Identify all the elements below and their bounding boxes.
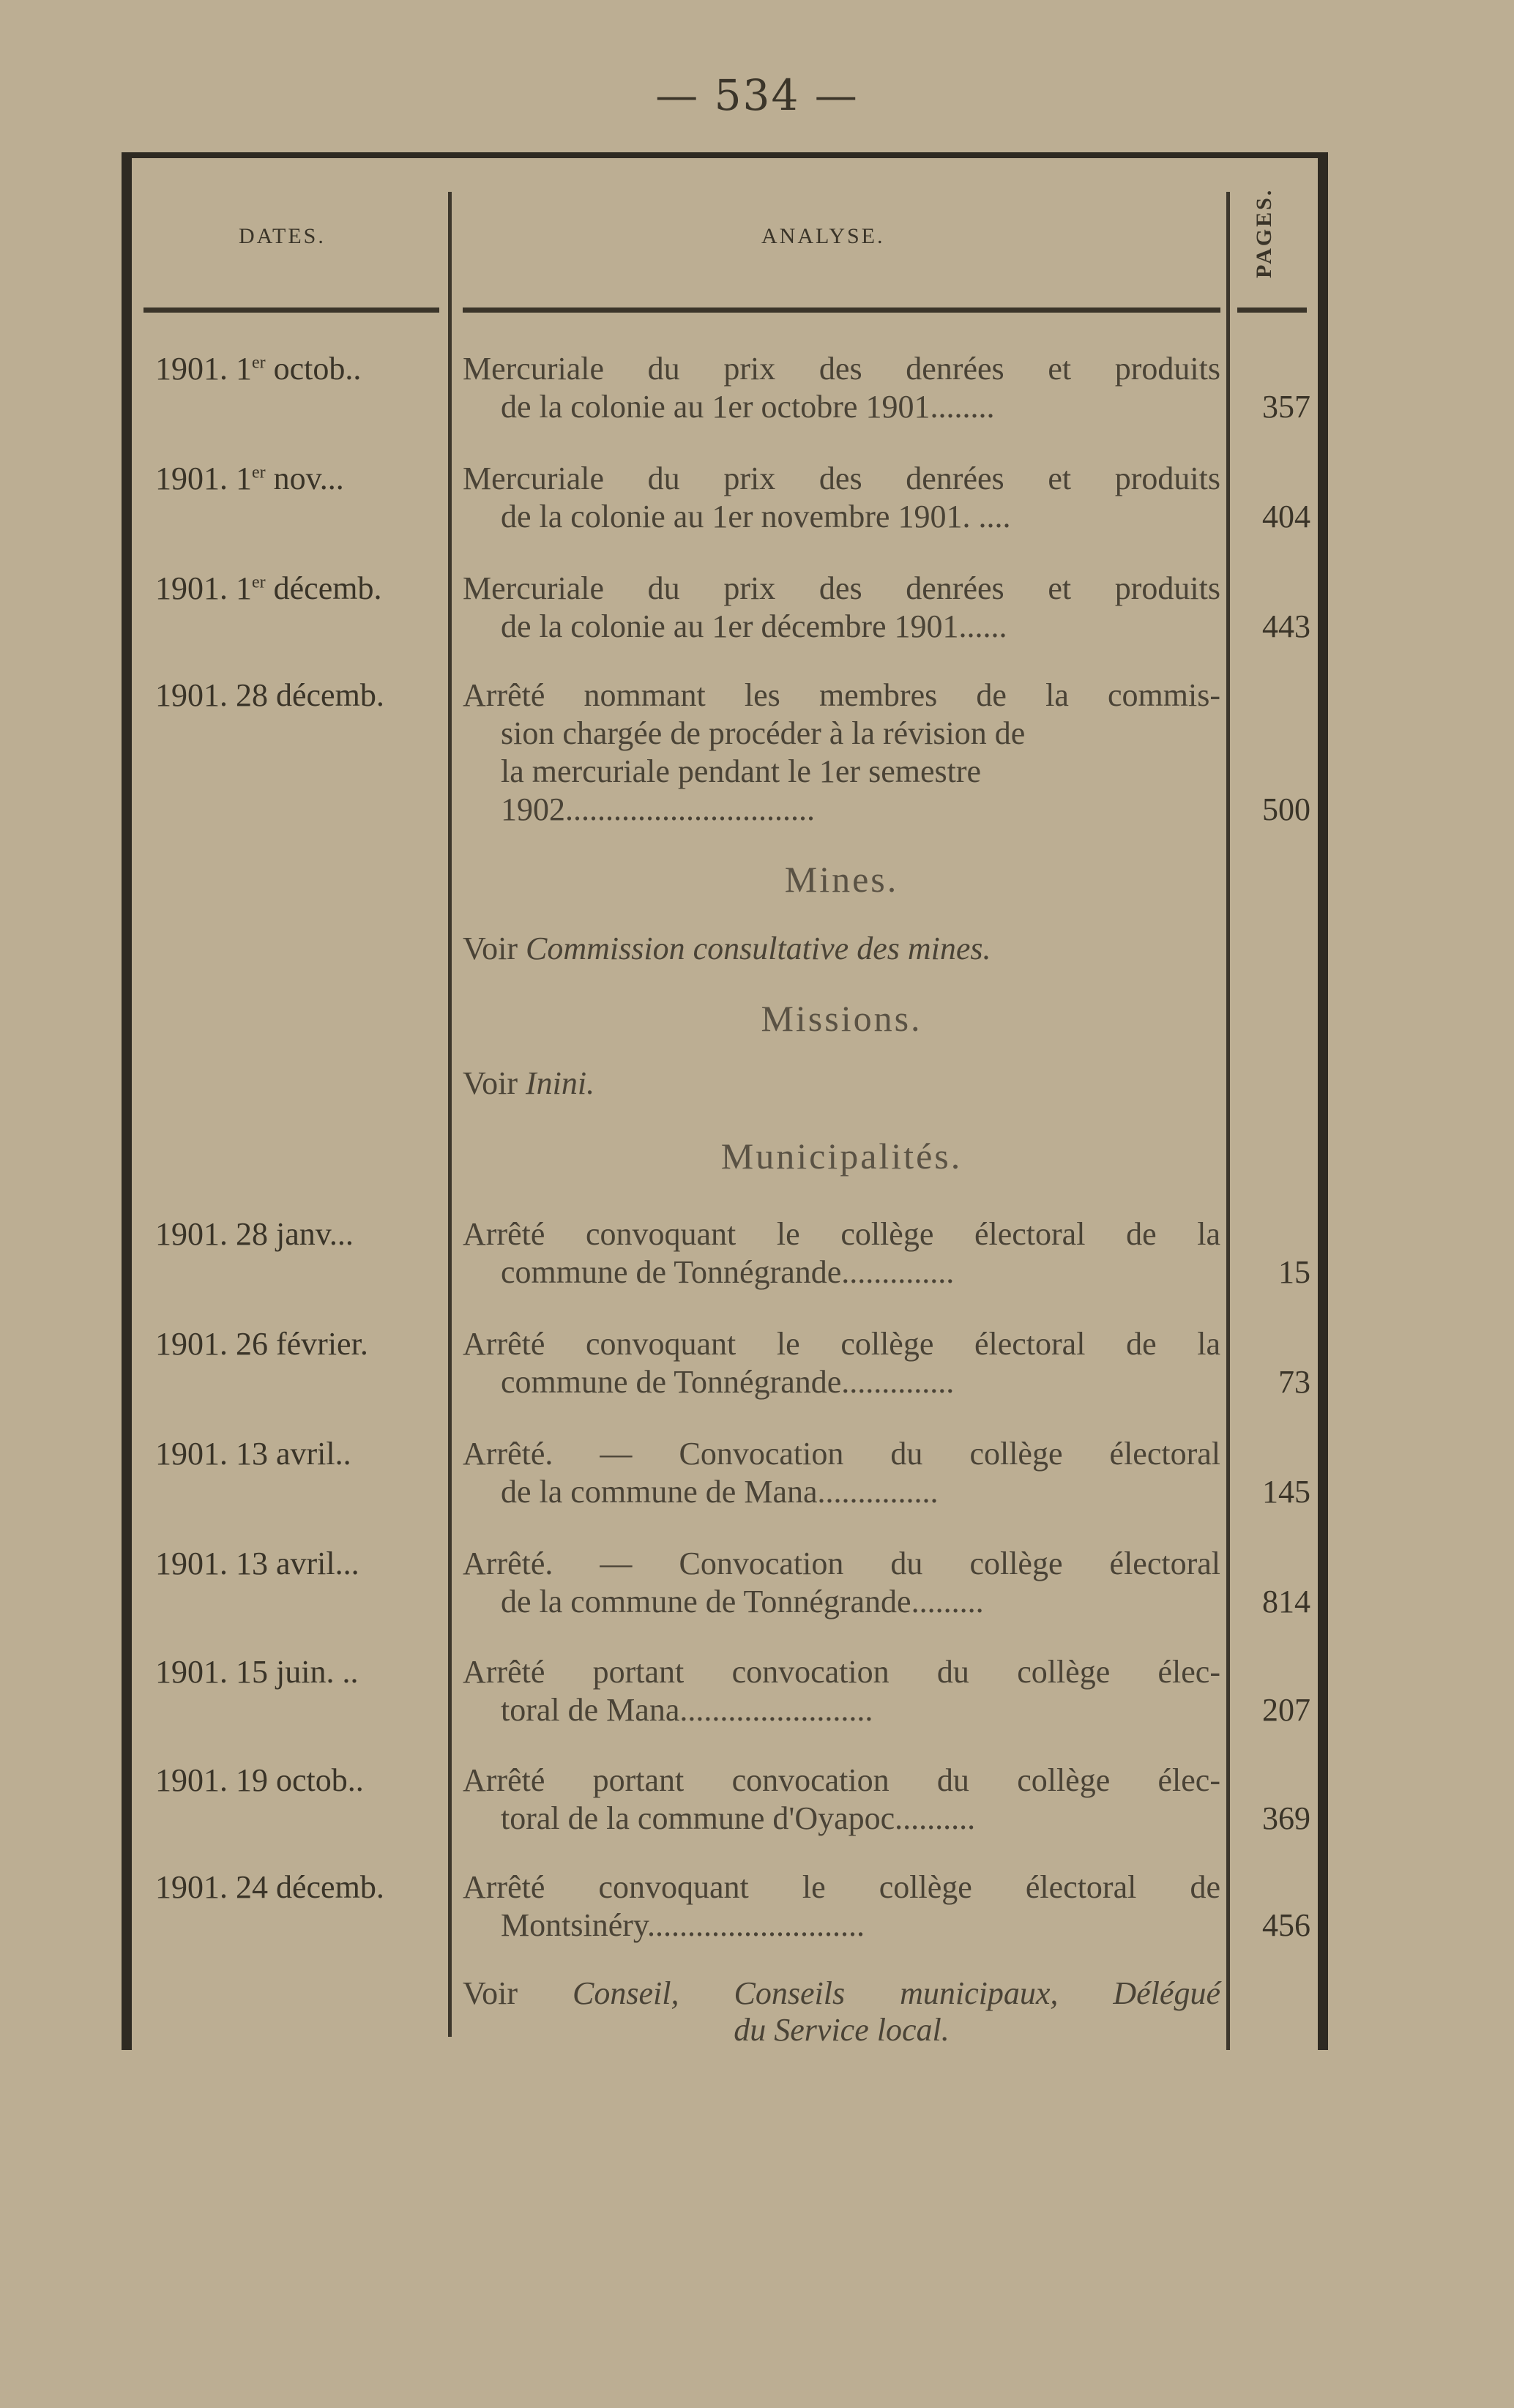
row-date: 1901. 1er nov... xyxy=(155,461,344,496)
row-analysis: Arrêté. — Convocation du collège électoral de la commune de Mana............... xyxy=(463,1436,1220,1510)
header-pages: PAGES. xyxy=(1252,187,1276,278)
see-also-municipalites: Voir Conseil, Conseils municipaux, Délégué du Service local. xyxy=(463,1975,1220,2048)
row-date: 1901. 1er octob.. xyxy=(155,351,362,387)
header-rule-analyse xyxy=(463,307,1220,313)
row-analysis: Arrêté convoquant le collège électoral de la commune de Tonnégrande.............. xyxy=(463,1216,1220,1290)
row-date: 1901. 13 avril... xyxy=(155,1546,359,1581)
row-date: 1901. 26 février. xyxy=(155,1326,368,1362)
row-analysis: Arrêté portant convocation du collège élec- toral de Mana........................ xyxy=(463,1654,1220,1728)
row-page: 369 xyxy=(1262,1800,1310,1836)
row-analysis: Arrêté. — Convocation du collège électoral de la commune de Tonnégrande......... xyxy=(463,1546,1220,1619)
row-analysis: Arrêté nommant les membres de la commis- sion chargée de procéder à la révision de la mercuriale pendant le 1er semestre 1902............................... xyxy=(463,677,1220,827)
row-page: 145 xyxy=(1262,1474,1310,1510)
section-title-missions: Missions. xyxy=(761,998,922,1039)
row-date: 1901. 1er décemb. xyxy=(155,570,382,606)
row-page: 207 xyxy=(1262,1692,1310,1728)
row-analysis: Mercuriale du prix des denrées et produits de la colonie au 1er décembre 1901...... xyxy=(463,570,1220,644)
row-page: 15 xyxy=(1278,1254,1310,1290)
row-date: 1901. 19 octob.. xyxy=(155,1762,364,1798)
row-page: 404 xyxy=(1262,499,1310,534)
row-date: 1901. 13 avril.. xyxy=(155,1436,351,1472)
row-page: 500 xyxy=(1262,791,1310,827)
page-number: — 534 — xyxy=(655,70,859,120)
column-divider-dates xyxy=(448,192,452,2037)
row-date: 1901. 15 juin. .. xyxy=(155,1654,359,1690)
row-analysis: Arrêté portant convocation du collège élec- toral de la commune d'Oyapoc.......... xyxy=(463,1762,1220,1836)
row-date: 1901. 28 janv... xyxy=(155,1216,354,1252)
header-rule-dates xyxy=(143,307,439,313)
row-page: 456 xyxy=(1262,1907,1310,1943)
row-analysis: Mercuriale du prix des denrées et produits de la colonie au 1er novembre 1901. .... xyxy=(463,461,1220,534)
row-date: 1901. 24 décemb. xyxy=(155,1869,384,1905)
row-analysis: Mercuriale du prix des denrées et produits de la colonie au 1er octobre 1901........ xyxy=(463,351,1220,425)
header-analyse: ANALYSE. xyxy=(761,224,885,248)
header-dates: DATES. xyxy=(239,224,326,248)
header-rule-pages xyxy=(1237,307,1307,313)
see-also-missions: Voir Inini. xyxy=(463,1065,595,1101)
row-page: 814 xyxy=(1262,1584,1310,1619)
row-page: 443 xyxy=(1262,608,1310,644)
row-analysis: Arrêté convoquant le collège électoral de Montsinéry........................... xyxy=(463,1869,1220,1943)
row-analysis: Arrêté convoquant le collège électoral de la commune de Tonnégrande.............. xyxy=(463,1326,1220,1400)
row-page: 357 xyxy=(1262,389,1310,425)
see-also-mines: Voir Commission consultative des mines. xyxy=(463,931,991,966)
section-title-mines: Mines. xyxy=(784,859,899,900)
row-date: 1901. 28 décemb. xyxy=(155,677,384,713)
row-page: 73 xyxy=(1278,1364,1310,1400)
section-title-municipalites: Municipalités. xyxy=(720,1136,963,1177)
column-divider-pages xyxy=(1226,192,1230,2050)
